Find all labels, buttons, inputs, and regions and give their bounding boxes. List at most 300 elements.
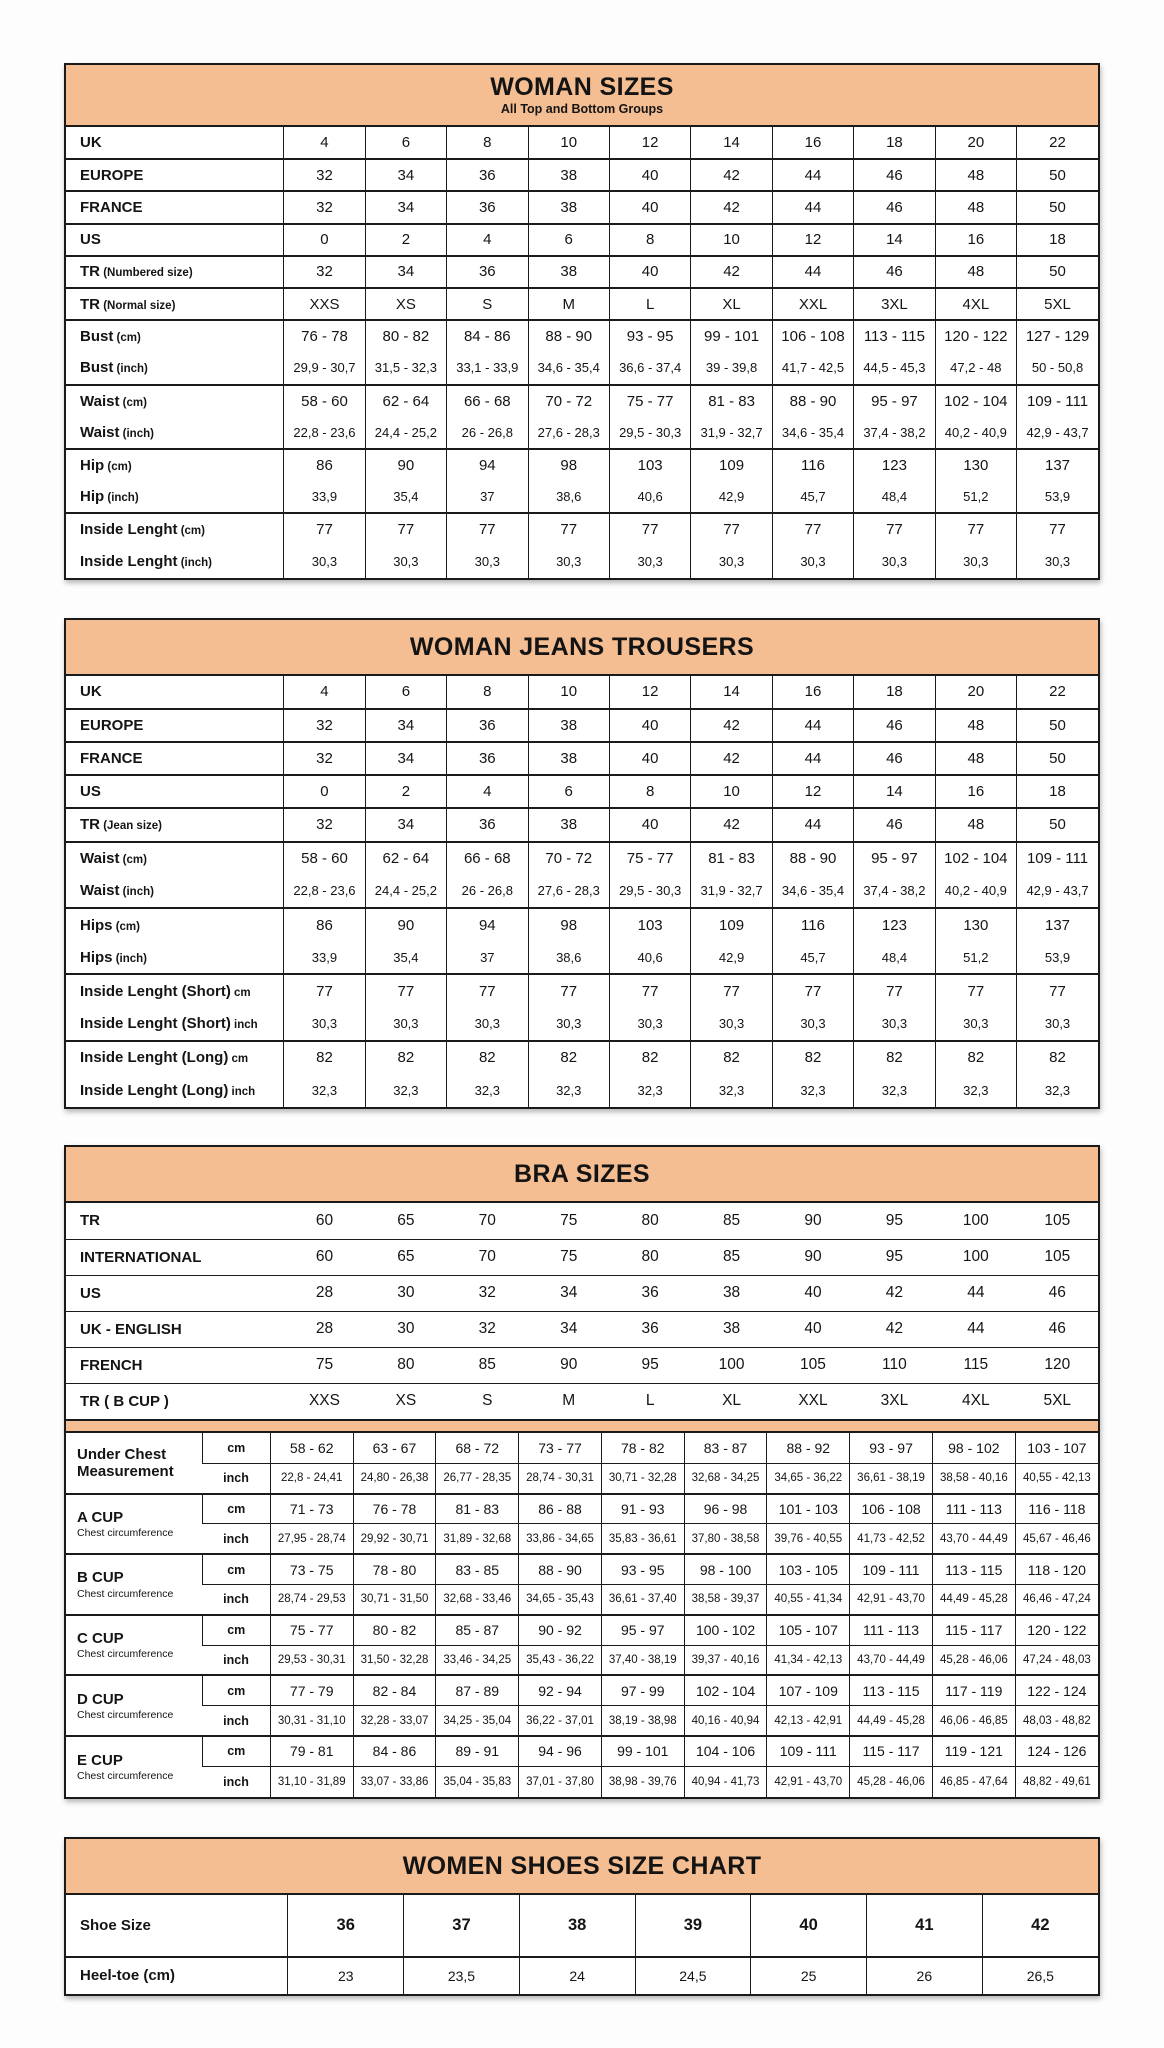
value-cell: 100 xyxy=(962,1211,989,1229)
value-cell: 30,3 xyxy=(935,1008,1016,1041)
value-cell: 30,3 xyxy=(609,545,690,577)
table-row xyxy=(66,481,1098,513)
value-cell: 84 - 86 xyxy=(353,1736,436,1766)
value-cell: 48 xyxy=(935,709,1016,742)
value-cell: XS xyxy=(365,1383,446,1419)
value-cell: 45,7 xyxy=(772,941,853,974)
value-cell: 44 xyxy=(772,742,853,775)
value-cell: 95 xyxy=(885,1211,904,1229)
row-label-subtext: Chest circumference xyxy=(77,1769,174,1782)
value-cell: 85 xyxy=(447,1347,528,1383)
value-cell: 88 - 90 xyxy=(519,1554,602,1584)
value-cell: 40,6 xyxy=(609,941,690,974)
value-cell: 42,9 - 43,7 xyxy=(1017,875,1098,908)
value-cell: 99 - 101 xyxy=(601,1736,684,1766)
value-cell: 24,5 xyxy=(635,1957,751,1994)
value-cell: 35,43 - 36,22 xyxy=(519,1645,602,1675)
value-cell: 98 xyxy=(528,449,609,481)
value-cell: 40 xyxy=(609,808,690,841)
value-cell: 42 xyxy=(691,808,772,841)
value-cell: 77 xyxy=(447,974,528,1007)
value-cell: 42 xyxy=(691,191,772,223)
row-label-text: Inside Lenght xyxy=(80,521,178,539)
row-label-text: FRANCE xyxy=(80,750,143,768)
woman-sizes-subtitle: All Top and Bottom Groups xyxy=(500,102,664,117)
value-cell: 44 xyxy=(772,808,853,841)
value-cell: 37,40 - 38,19 xyxy=(601,1645,684,1675)
value-cell: 36 xyxy=(609,1311,690,1347)
value-cell: 48 xyxy=(935,191,1016,223)
value-cell: 29,53 - 30,31 xyxy=(270,1645,353,1675)
value-cell: 75 - 77 xyxy=(609,385,690,417)
value-cell: 90 xyxy=(528,1347,609,1383)
value-cell: 95 xyxy=(609,1347,690,1383)
value-cell: 4XL xyxy=(935,288,1016,320)
value-cell: 50 - 50,8 xyxy=(1017,352,1098,384)
table-row xyxy=(66,974,1098,1007)
row-label-text: Shoe Size xyxy=(80,1916,151,1934)
value-cell: 29,5 - 30,3 xyxy=(609,875,690,908)
value-cell: 65 xyxy=(397,1211,415,1229)
value-cell: 32,28 - 33,07 xyxy=(353,1706,436,1736)
value-cell: 50 xyxy=(1017,159,1098,191)
value-cell: 86 xyxy=(284,908,365,941)
value-cell: XS xyxy=(365,288,446,320)
row-label-subtext: (cm) xyxy=(112,920,140,933)
value-cell: 30,3 xyxy=(284,1008,365,1041)
value-cell: 95 - 97 xyxy=(854,385,935,417)
value-cell: 77 xyxy=(528,513,609,545)
table-row xyxy=(66,908,1098,941)
value-cell: 31,89 - 32,68 xyxy=(436,1524,519,1554)
table-row xyxy=(66,1463,1098,1493)
row-label xyxy=(66,320,284,352)
value-cell: 38 xyxy=(519,1895,635,1957)
value-cell: 82 xyxy=(609,1041,690,1074)
value-cell: 60 xyxy=(315,1211,334,1229)
value-cell: 32 xyxy=(284,808,365,841)
value-cell: 113 - 115 xyxy=(850,1675,933,1705)
bra-cup-table xyxy=(66,1433,1098,1797)
value-cell: L xyxy=(609,288,690,320)
table-row xyxy=(66,417,1098,449)
value-cell: 82 xyxy=(284,1041,365,1074)
value-cell: 77 xyxy=(609,513,690,545)
row-label-text: E CUP xyxy=(77,1751,123,1769)
value-cell: 45,28 - 46,06 xyxy=(932,1645,1015,1675)
row-label xyxy=(66,875,284,908)
value-cell: 85 xyxy=(691,1239,772,1275)
value-cell: 93 - 95 xyxy=(601,1554,684,1584)
value-cell: 80 xyxy=(365,1347,446,1383)
table-row xyxy=(66,1554,1098,1584)
value-cell: 12 xyxy=(772,775,853,808)
table-row xyxy=(66,1585,1098,1615)
row-label-text: UK - ENGLISH xyxy=(80,1320,182,1338)
value-cell: 5XL xyxy=(1017,288,1098,320)
value-cell: 38,98 - 39,76 xyxy=(601,1766,684,1796)
value-cell: 113 - 115 xyxy=(932,1554,1015,1584)
value-cell: 48 xyxy=(935,808,1016,841)
value-cell: 70 xyxy=(478,1211,496,1229)
row-label-text: INTERNATIONAL xyxy=(80,1248,202,1266)
value-cell: 32 xyxy=(284,191,365,223)
value-cell: 34 xyxy=(365,159,446,191)
value-cell: 32,3 xyxy=(447,1074,528,1107)
row-label-text: UK xyxy=(80,134,102,152)
row-label-text: Inside Lenght (Long) xyxy=(80,1049,229,1067)
row-label-text: Hip xyxy=(80,456,105,474)
row-label-text: EUROPE xyxy=(80,716,144,734)
value-cell: 0 xyxy=(284,775,365,808)
row-label xyxy=(66,449,284,481)
value-cell: 39 xyxy=(635,1895,751,1957)
value-cell: 82 - 84 xyxy=(353,1675,436,1705)
value-cell: 6 xyxy=(365,676,446,709)
value-cell: 103 - 107 xyxy=(1015,1433,1098,1463)
value-cell: 30,3 xyxy=(284,545,365,577)
value-cell: 42 xyxy=(854,1311,935,1347)
row-label xyxy=(66,842,284,875)
table-row xyxy=(66,449,1098,481)
value-cell: XXS xyxy=(284,1383,365,1419)
value-cell: 90 xyxy=(365,908,446,941)
value-cell: 36,61 - 37,40 xyxy=(601,1585,684,1615)
value-cell: 130 xyxy=(935,908,1016,941)
value-cell: 16 xyxy=(935,224,1016,256)
row-label-text: C CUP xyxy=(77,1629,124,1647)
value-cell: 109 - 111 xyxy=(850,1554,933,1584)
value-cell: 26,77 - 28,35 xyxy=(436,1463,519,1493)
value-cell: 32,3 xyxy=(284,1074,365,1107)
value-cell: 90 xyxy=(365,449,446,481)
value-cell: 38,58 - 39,37 xyxy=(684,1585,767,1615)
row-label-subtext: (cm) xyxy=(119,854,147,867)
value-cell: 23,5 xyxy=(404,1957,520,1994)
value-cell: 48 xyxy=(935,742,1016,775)
row-label xyxy=(66,1736,202,1797)
value-cell: 36 xyxy=(447,191,528,223)
value-cell: 6 xyxy=(365,127,446,159)
value-cell: 12 xyxy=(772,224,853,256)
value-cell: 77 xyxy=(854,974,935,1007)
value-cell: 80 - 82 xyxy=(353,1615,436,1645)
row-label-subtext: (cm) xyxy=(119,396,147,409)
row-label xyxy=(66,1615,202,1676)
value-cell: 40,55 - 42,13 xyxy=(1015,1463,1098,1493)
value-cell: 27,6 - 28,3 xyxy=(528,417,609,449)
value-cell: 65 xyxy=(365,1239,446,1275)
value-cell: 8 xyxy=(609,224,690,256)
value-cell: 81 - 83 xyxy=(436,1494,519,1524)
value-cell: 98 xyxy=(528,908,609,941)
row-label xyxy=(66,1275,284,1311)
row-label xyxy=(66,742,284,775)
value-cell: 44 xyxy=(772,191,853,223)
value-cell: 85 - 87 xyxy=(436,1615,519,1645)
row-label-text: Bust xyxy=(80,328,114,346)
row-label xyxy=(66,417,284,449)
value-cell: 43,70 - 44,49 xyxy=(932,1524,1015,1554)
value-cell: 90 xyxy=(804,1211,822,1229)
value-cell: 33,9 xyxy=(284,941,365,974)
value-cell: 32,3 xyxy=(528,1074,609,1107)
value-cell: 38,19 - 38,98 xyxy=(601,1706,684,1736)
value-cell: 8 xyxy=(447,676,528,709)
unit-cell: inch xyxy=(202,1585,270,1615)
value-cell: 46 xyxy=(854,159,935,191)
row-label xyxy=(66,1239,284,1275)
value-cell: 3XL xyxy=(854,1383,935,1419)
value-cell: 77 xyxy=(772,974,853,1007)
value-cell: 77 xyxy=(1017,974,1098,1007)
jeans-title: WOMAN JEANS TROUSERS xyxy=(409,632,755,661)
row-label xyxy=(66,1041,284,1074)
value-cell: 32,3 xyxy=(609,1074,690,1107)
value-cell: 63 - 67 xyxy=(353,1433,436,1463)
table-row xyxy=(66,808,1098,841)
value-cell: 44,49 - 45,28 xyxy=(850,1706,933,1736)
value-cell: XXL xyxy=(772,1383,853,1419)
value-cell: 30,3 xyxy=(935,545,1016,577)
value-cell: 30,3 xyxy=(854,545,935,577)
value-cell: 42 xyxy=(691,742,772,775)
value-cell: 77 - 79 xyxy=(270,1675,353,1705)
row-label xyxy=(66,385,284,417)
value-cell: 38 xyxy=(528,742,609,775)
value-cell: 80 xyxy=(609,1239,690,1275)
row-label xyxy=(66,1203,284,1239)
value-cell: 46 xyxy=(1017,1275,1098,1311)
value-cell: 26,5 xyxy=(982,1957,1098,1994)
value-cell: 93 - 95 xyxy=(609,320,690,352)
value-cell: 77 xyxy=(772,513,853,545)
unit-cell: inch xyxy=(202,1524,270,1554)
value-cell: 4XL xyxy=(935,1383,1016,1419)
value-cell: 99 - 101 xyxy=(691,320,772,352)
table-row xyxy=(66,875,1098,908)
row-label xyxy=(66,513,284,545)
value-cell: 120 xyxy=(1017,1347,1098,1383)
value-cell: 75 xyxy=(560,1211,578,1229)
table-row xyxy=(66,1706,1098,1736)
value-cell: 46,06 - 46,85 xyxy=(932,1706,1015,1736)
table-row xyxy=(66,842,1098,875)
value-cell: 42,9 - 43,7 xyxy=(1017,417,1098,449)
value-cell: 91 - 93 xyxy=(601,1494,684,1524)
value-cell: 118 - 120 xyxy=(1015,1554,1098,1584)
value-cell: 34,6 - 35,4 xyxy=(772,417,853,449)
value-cell: S xyxy=(447,288,528,320)
value-cell: 30,3 xyxy=(447,1008,528,1041)
table-row xyxy=(66,1524,1098,1554)
value-cell: 44 xyxy=(772,256,853,288)
value-cell: 47,24 - 48,03 xyxy=(1015,1645,1098,1675)
value-cell: 14 xyxy=(854,775,935,808)
table-row xyxy=(66,1433,1098,1463)
table-row xyxy=(66,1957,1098,1994)
value-cell: 81 - 83 xyxy=(691,842,772,875)
value-cell: 62 - 64 xyxy=(365,385,446,417)
value-cell: 70 - 72 xyxy=(528,385,609,417)
value-cell: 38 xyxy=(528,709,609,742)
table-row xyxy=(66,676,1098,709)
value-cell: 40,6 xyxy=(609,481,690,513)
jeans-header xyxy=(66,620,1098,676)
value-cell: 36 xyxy=(447,709,528,742)
row-label xyxy=(66,1494,202,1555)
value-cell: 50 xyxy=(1017,191,1098,223)
row-label-subtext: inch xyxy=(228,1085,256,1098)
value-cell: 22,8 - 23,6 xyxy=(284,417,365,449)
row-label-text: Heel-toe (cm) xyxy=(80,1967,176,1985)
value-cell: 30,71 - 32,28 xyxy=(601,1463,684,1493)
value-cell: 40 xyxy=(609,742,690,775)
value-cell: 94 - 96 xyxy=(519,1736,602,1766)
row-label-text: Inside Lenght (Long) xyxy=(80,1081,229,1099)
table-row xyxy=(66,775,1098,808)
value-cell: 105 xyxy=(772,1347,853,1383)
value-cell: 109 xyxy=(691,908,772,941)
value-cell: 98 - 102 xyxy=(932,1433,1015,1463)
value-cell: 70 xyxy=(447,1239,528,1275)
value-cell: 30,3 xyxy=(609,1008,690,1041)
value-cell: 44 xyxy=(935,1311,1016,1347)
bra-header xyxy=(66,1147,1098,1203)
row-label xyxy=(66,1383,284,1419)
value-cell: 36,6 - 37,4 xyxy=(609,352,690,384)
value-cell: 28,74 - 29,53 xyxy=(270,1585,353,1615)
value-cell: 10 xyxy=(528,676,609,709)
value-cell: 20 xyxy=(935,676,1016,709)
value-cell: 82 xyxy=(691,1041,772,1074)
value-cell: 33,1 - 33,9 xyxy=(447,352,528,384)
value-cell: 36 xyxy=(447,808,528,841)
value-cell: 32 xyxy=(447,1275,528,1311)
value-cell: 46,85 - 47,64 xyxy=(932,1766,1015,1796)
row-label xyxy=(66,709,284,742)
value-cell: 41,34 - 42,13 xyxy=(767,1645,850,1675)
value-cell: 34 xyxy=(365,256,446,288)
value-cell: XXS xyxy=(284,288,365,320)
row-label-subtext: (cm) xyxy=(113,332,141,345)
value-cell: 37 xyxy=(447,941,528,974)
value-cell: 2 xyxy=(365,224,446,256)
value-cell: 116 xyxy=(772,908,853,941)
value-cell: 48 xyxy=(935,159,1016,191)
value-cell: 22 xyxy=(1017,127,1098,159)
row-label-text: A CUP xyxy=(77,1508,124,1526)
value-cell: 2 xyxy=(365,775,446,808)
value-cell: 30,3 xyxy=(528,545,609,577)
value-cell: 45,7 xyxy=(772,481,853,513)
row-label-subtext: (Normal size) xyxy=(100,299,176,312)
value-cell: XL xyxy=(691,1383,772,1419)
value-cell: 33,07 - 33,86 xyxy=(353,1766,436,1796)
value-cell: 24,4 - 25,2 xyxy=(365,417,446,449)
value-cell: 111 - 113 xyxy=(850,1615,933,1645)
value-cell: 28,74 - 30,31 xyxy=(519,1463,602,1493)
value-cell: 77 xyxy=(691,513,772,545)
value-cell: 95 xyxy=(854,1239,935,1275)
row-label xyxy=(66,1554,202,1615)
value-cell: 32,3 xyxy=(854,1074,935,1107)
value-cell: 31,9 - 32,7 xyxy=(691,875,772,908)
table-row xyxy=(66,742,1098,775)
value-cell: 36 xyxy=(609,1275,690,1311)
table-row xyxy=(66,1008,1098,1041)
value-cell: 31,50 - 32,28 xyxy=(353,1645,436,1675)
value-cell: 51,2 xyxy=(935,941,1016,974)
row-label xyxy=(66,481,284,513)
row-label-text: TR xyxy=(80,263,100,281)
value-cell: 40,2 - 40,9 xyxy=(935,875,1016,908)
value-cell: 10 xyxy=(691,775,772,808)
value-cell: 28 xyxy=(284,1275,365,1311)
value-cell: 77 xyxy=(365,513,446,545)
table-row xyxy=(66,1311,1098,1347)
value-cell: 97 - 99 xyxy=(601,1675,684,1705)
row-label-subtext: (inch) xyxy=(112,952,148,965)
value-cell: 34,65 - 36,22 xyxy=(767,1463,850,1493)
value-cell: 75 - 77 xyxy=(270,1615,353,1645)
row-label-text: TR ( B CUP ) xyxy=(80,1392,169,1410)
value-cell: 53,9 xyxy=(1017,481,1098,513)
value-cell: 38,58 - 40,16 xyxy=(932,1463,1015,1493)
row-label-text: Inside Lenght xyxy=(80,553,178,571)
value-cell: 93 - 97 xyxy=(850,1433,933,1463)
value-cell: 42,91 - 43,70 xyxy=(850,1585,933,1615)
value-cell: 38 xyxy=(528,808,609,841)
table-row xyxy=(66,352,1098,384)
value-cell: 77 xyxy=(365,974,446,1007)
value-cell: 41,7 - 42,5 xyxy=(772,352,853,384)
bra-title: BRA SIZES xyxy=(513,1159,651,1188)
value-cell: 106 - 108 xyxy=(850,1494,933,1524)
table-row xyxy=(66,1645,1098,1675)
row-label-text: Bust xyxy=(80,359,114,377)
value-cell: 34,6 - 35,4 xyxy=(772,875,853,908)
value-cell: 77 xyxy=(284,974,365,1007)
row-label-text: UK xyxy=(80,683,102,701)
value-cell: 18 xyxy=(854,127,935,159)
value-cell: 34,6 - 35,4 xyxy=(528,352,609,384)
value-cell: 124 - 126 xyxy=(1015,1736,1098,1766)
value-cell: 40,16 - 40,94 xyxy=(684,1706,767,1736)
value-cell: 123 xyxy=(854,449,935,481)
value-cell: 77 xyxy=(854,513,935,545)
value-cell: 119 - 121 xyxy=(932,1736,1015,1766)
value-cell: 8 xyxy=(447,127,528,159)
row-label-text: EUROPE xyxy=(80,166,144,184)
value-cell: 48 xyxy=(935,256,1016,288)
value-cell: 4 xyxy=(447,224,528,256)
value-cell: 120 - 122 xyxy=(935,320,1016,352)
value-cell: 77 xyxy=(935,513,1016,545)
table-row xyxy=(66,709,1098,742)
value-cell: 103 - 105 xyxy=(767,1554,850,1584)
value-cell: 37 xyxy=(447,481,528,513)
value-cell: 109 - 111 xyxy=(1017,385,1098,417)
value-cell: 16 xyxy=(935,775,1016,808)
row-label-subtext: (inch) xyxy=(119,427,154,440)
value-cell: 22,8 - 23,6 xyxy=(284,875,365,908)
value-cell: 42,13 - 42,91 xyxy=(767,1706,850,1736)
value-cell: 88 - 90 xyxy=(772,385,853,417)
value-cell: 8 xyxy=(609,775,690,808)
value-cell: 86 xyxy=(284,449,365,481)
value-cell: 39,76 - 40,55 xyxy=(767,1524,850,1554)
